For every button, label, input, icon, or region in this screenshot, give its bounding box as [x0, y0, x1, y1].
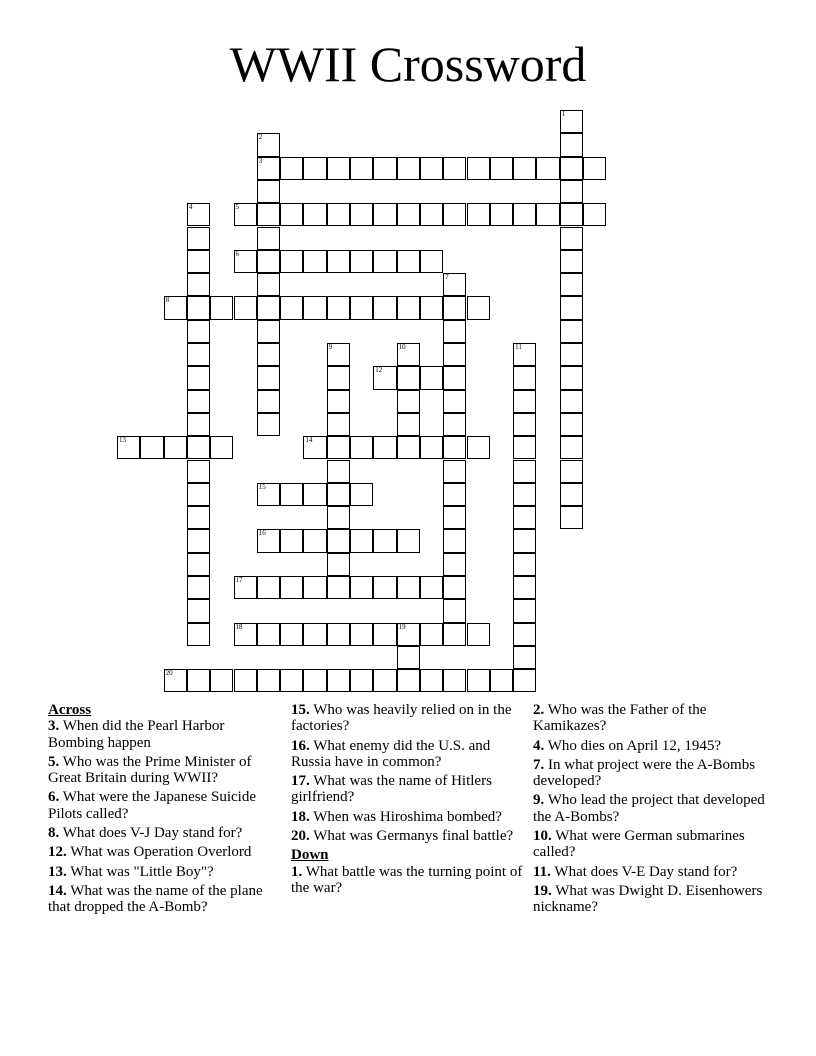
grid-cell[interactable] [443, 506, 466, 529]
grid-cell[interactable] [187, 529, 210, 552]
grid-cell[interactable] [234, 203, 257, 226]
grid-cell[interactable] [397, 203, 420, 226]
grid-number: 18 [235, 622, 243, 631]
grid-cell[interactable] [373, 576, 396, 599]
grid-cell[interactable] [210, 669, 233, 692]
grid-cell[interactable] [327, 506, 350, 529]
grid-cell[interactable] [513, 623, 536, 646]
grid-cell[interactable] [234, 296, 257, 319]
grid-cell[interactable] [327, 576, 350, 599]
grid-cell[interactable] [257, 343, 280, 366]
grid-cell[interactable] [187, 483, 210, 506]
grid-cell[interactable] [443, 366, 466, 389]
grid-cell[interactable] [327, 669, 350, 692]
grid-cell[interactable] [373, 529, 396, 552]
clue-across-14: 14. What was the name of the plane that dropped the A-Bomb? [48, 882, 263, 916]
grid-cell[interactable] [164, 436, 187, 459]
grid-cell[interactable] [327, 460, 350, 483]
grid-cell[interactable] [280, 157, 303, 180]
grid-cell[interactable] [257, 576, 280, 599]
grid-cell[interactable] [350, 436, 373, 459]
grid-cell[interactable] [513, 483, 536, 506]
grid-cell[interactable] [513, 436, 536, 459]
grid-cell[interactable] [420, 576, 443, 599]
grid-cell[interactable] [420, 250, 443, 273]
grid-cell[interactable] [560, 506, 583, 529]
clue-column-1 [48, 702, 280, 919]
grid-cell[interactable] [513, 529, 536, 552]
grid-number: 16 [258, 529, 266, 538]
grid-cell[interactable] [420, 203, 443, 226]
grid-cell[interactable] [513, 669, 536, 692]
grid-cell[interactable] [140, 436, 163, 459]
grid-cell[interactable] [443, 669, 466, 692]
grid-cell[interactable] [583, 203, 606, 226]
grid-cell[interactable] [117, 436, 140, 459]
grid-cell[interactable] [513, 576, 536, 599]
grid-cell[interactable] [443, 623, 466, 646]
grid-cell[interactable] [303, 576, 326, 599]
grid-cell[interactable] [210, 296, 233, 319]
grid-cell[interactable] [257, 366, 280, 389]
grid-number: 6 [235, 249, 239, 258]
clue-column-3 [533, 702, 769, 919]
grid-cell[interactable] [257, 413, 280, 436]
clue-down-10: 10. What were German submarines called? [533, 828, 745, 861]
grid-cell[interactable] [397, 157, 420, 180]
grid-cell[interactable] [560, 366, 583, 389]
grid-cell[interactable] [560, 273, 583, 296]
grid-cell[interactable] [490, 157, 513, 180]
grid-cell[interactable] [397, 390, 420, 413]
grid-cell[interactable] [513, 203, 536, 226]
grid-number: 17 [235, 576, 243, 584]
grid-cell[interactable] [397, 623, 420, 646]
grid-cell[interactable] [234, 669, 257, 692]
grid-cell[interactable] [513, 157, 536, 180]
grid-cell[interactable] [443, 599, 466, 622]
grid-cell[interactable] [513, 390, 536, 413]
grid-cell[interactable] [560, 227, 583, 250]
grid-cell[interactable] [187, 599, 210, 622]
grid-cell[interactable] [210, 436, 233, 459]
grid-cell[interactable] [443, 460, 466, 483]
grid-cell[interactable] [280, 623, 303, 646]
clue-across-20: 20. What was Germanys final battle? [291, 828, 514, 845]
grid-cell[interactable] [257, 180, 280, 203]
grid-cell[interactable] [327, 529, 350, 552]
grid-cell[interactable] [303, 669, 326, 692]
grid-cell[interactable] [327, 623, 350, 646]
grid-cell[interactable] [467, 203, 490, 226]
grid-cell[interactable] [397, 529, 420, 552]
grid-cell[interactable] [490, 203, 513, 226]
grid-cell[interactable] [560, 390, 583, 413]
grid-number: 2 [258, 133, 263, 142]
grid-cell[interactable] [280, 483, 303, 506]
grid-cell[interactable] [187, 623, 210, 646]
clue-across-18: 18. When was Hiroshima bombed? [291, 808, 502, 825]
grid-cell[interactable] [536, 157, 559, 180]
grid-cell[interactable] [467, 157, 490, 180]
grid-cell[interactable] [187, 320, 210, 343]
grid-cell[interactable] [187, 436, 210, 459]
grid-cell[interactable] [350, 296, 373, 319]
clue-across-15: 15. Who was heavily relied on in the factories? [291, 702, 512, 735]
across-heading: Across [48, 702, 92, 718]
grid-cell[interactable] [350, 483, 373, 506]
clue-column-2 [291, 702, 523, 899]
grid-cell[interactable] [350, 157, 373, 180]
grid-cell[interactable] [513, 366, 536, 389]
grid-cell[interactable] [257, 320, 280, 343]
grid-cell[interactable] [280, 250, 303, 273]
grid-cell[interactable] [443, 320, 466, 343]
grid-cell[interactable] [327, 296, 350, 319]
grid-cell[interactable] [187, 460, 210, 483]
grid-cell[interactable] [467, 623, 490, 646]
grid-cell[interactable] [443, 203, 466, 226]
grid-number: 4 [188, 203, 193, 212]
page-title: WWII Crossword [229, 36, 587, 92]
crossword-grid[interactable] [117, 110, 606, 692]
grid-cell[interactable] [373, 203, 396, 226]
clue-down-1: 1. What battle was the turning point of the war? [291, 863, 523, 896]
grid-cell[interactable] [280, 529, 303, 552]
grid-cell[interactable] [443, 390, 466, 413]
grid-cell[interactable] [560, 110, 583, 133]
grid-cell[interactable] [187, 390, 210, 413]
grid-cell[interactable] [187, 366, 210, 389]
grid-cell[interactable] [397, 576, 420, 599]
grid-cell[interactable] [373, 436, 396, 459]
grid-cell[interactable] [187, 296, 210, 319]
grid-cell[interactable] [234, 250, 257, 273]
grid-cell[interactable] [280, 669, 303, 692]
grid-cell[interactable] [373, 157, 396, 180]
grid-cell[interactable] [397, 250, 420, 273]
grid-cell[interactable] [187, 250, 210, 273]
grid-cell[interactable] [513, 413, 536, 436]
grid-number: 7 [445, 273, 449, 282]
clue-across-3: 3. When did the Pearl Harbor Bombing happen [48, 718, 225, 751]
grid-cell[interactable] [443, 296, 466, 319]
grid-cell[interactable] [373, 366, 396, 389]
grid-cell[interactable] [560, 436, 583, 459]
grid-cell[interactable] [303, 203, 326, 226]
grid-cell[interactable] [327, 553, 350, 576]
grid-cell[interactable] [420, 623, 443, 646]
grid-cell[interactable] [467, 669, 490, 692]
grid-cell[interactable] [187, 553, 210, 576]
clue-down-7: 7. In what project were the A-Bombs developed? [533, 756, 756, 790]
grid-cell[interactable] [187, 227, 210, 250]
grid-cell[interactable] [560, 203, 583, 226]
grid-number: 13 [119, 436, 126, 445]
grid-cell[interactable] [443, 483, 466, 506]
grid-cell[interactable] [560, 460, 583, 483]
grid-cell[interactable] [373, 623, 396, 646]
grid-cell[interactable] [187, 506, 210, 529]
grid-cell[interactable] [350, 203, 373, 226]
grid-cell[interactable] [373, 296, 396, 319]
grid-cell[interactable] [303, 157, 326, 180]
grid-cell[interactable] [257, 273, 280, 296]
grid-cell[interactable] [397, 296, 420, 319]
grid-cell[interactable] [373, 250, 396, 273]
grid-cell[interactable] [397, 669, 420, 692]
grid-cell[interactable] [443, 413, 466, 436]
clue-down-19: 19. What was Dwight D. Eisenhowers nickname? [533, 882, 763, 916]
grid-cell[interactable] [536, 203, 559, 226]
grid-cell[interactable] [560, 180, 583, 203]
grid-cell[interactable] [373, 669, 396, 692]
grid-number: 9 [328, 343, 333, 351]
grid-cell[interactable] [583, 157, 606, 180]
grid-cell[interactable] [303, 296, 326, 319]
grid-cell[interactable] [350, 623, 373, 646]
grid-cell[interactable] [257, 669, 280, 692]
grid-cell[interactable] [303, 436, 326, 459]
grid-cell[interactable] [513, 553, 536, 576]
grid-cell[interactable] [257, 157, 280, 180]
grid-cell[interactable] [187, 273, 210, 296]
grid-cell[interactable] [560, 343, 583, 366]
grid-cell[interactable] [513, 599, 536, 622]
grid-cell[interactable] [560, 250, 583, 273]
grid-cell[interactable] [443, 576, 466, 599]
grid-cell[interactable] [327, 157, 350, 180]
grid-number: 12 [375, 366, 383, 375]
down-heading: Down [291, 847, 329, 864]
grid-cell[interactable] [164, 669, 187, 692]
grid-cell[interactable] [397, 436, 420, 459]
clue-across-12: 12. What was Operation Overlord [48, 844, 252, 861]
grid-cell[interactable] [420, 669, 443, 692]
grid-cell[interactable] [303, 483, 326, 506]
grid-cell[interactable] [513, 506, 536, 529]
grid-number: 3 [258, 156, 263, 165]
grid-cell[interactable] [187, 343, 210, 366]
grid-cell[interactable] [327, 413, 350, 436]
grid-cell[interactable] [420, 366, 443, 389]
grid-cell[interactable] [187, 413, 210, 436]
grid-cell[interactable] [560, 413, 583, 436]
grid-cell[interactable] [467, 436, 490, 459]
grid-cell[interactable] [443, 343, 466, 366]
clue-down-11: 11. What does V-E Day stand for? [533, 863, 738, 880]
clue-across-8: 8. What does V-J Day stand for? [48, 825, 243, 842]
grid-cell[interactable] [397, 366, 420, 389]
grid-cell[interactable] [513, 343, 536, 366]
grid-cell[interactable] [560, 296, 583, 319]
grid-cell[interactable] [327, 203, 350, 226]
grid-cell[interactable] [280, 296, 303, 319]
grid-cell[interactable] [303, 623, 326, 646]
grid-cell[interactable] [490, 669, 513, 692]
grid-cell[interactable] [303, 529, 326, 552]
clue-down-2: 2. Who was the Father of the Kamikazes? [533, 702, 707, 735]
grid-cell[interactable] [443, 553, 466, 576]
grid-cell[interactable] [350, 669, 373, 692]
grid-number: 20 [165, 669, 173, 678]
clue-down-9: 9. Who lead the project that developed the A-Bombs? [533, 792, 765, 825]
grid-cell[interactable] [560, 133, 583, 156]
grid-cell[interactable] [303, 250, 326, 273]
grid-number: 8 [165, 296, 170, 305]
clue-across-5: 5. Who was the Prime Minister of Great Britain during WWII? [48, 753, 252, 787]
grid-cell[interactable] [467, 296, 490, 319]
grid-cell[interactable] [420, 436, 443, 459]
grid-cell[interactable] [327, 366, 350, 389]
grid-cell[interactable] [443, 157, 466, 180]
grid-cell[interactable] [443, 436, 466, 459]
grid-cell[interactable] [397, 343, 420, 366]
grid-number: 19 [398, 622, 406, 631]
grid-cell[interactable] [560, 157, 583, 180]
grid-cell[interactable] [327, 436, 350, 459]
clue-across-16: 16. What enemy did the U.S. and Russia have in common? [291, 737, 491, 770]
grid-cell[interactable] [350, 529, 373, 552]
grid-cell[interactable] [164, 296, 187, 319]
grid-cell[interactable] [257, 227, 280, 250]
grid-number: 1 [561, 110, 566, 118]
clue-across-6: 6. What were the Japanese Suicide Pilots called? [48, 789, 256, 822]
grid-cell[interactable] [350, 250, 373, 273]
clue-across-17: 17. What was the name of Hitlers girlfriend? [291, 773, 492, 806]
grid-cell[interactable] [187, 203, 210, 226]
grid-cell[interactable] [327, 390, 350, 413]
grid-cell[interactable] [513, 646, 536, 669]
grid-number: 15 [258, 482, 266, 491]
grid-cell[interactable] [280, 203, 303, 226]
grid-cell[interactable] [350, 576, 373, 599]
grid-cell[interactable] [187, 576, 210, 599]
grid-cell[interactable] [257, 203, 280, 226]
grid-cell[interactable] [397, 646, 420, 669]
grid-cell[interactable] [257, 623, 280, 646]
grid-cell[interactable] [257, 483, 280, 506]
grid-cell[interactable] [443, 529, 466, 552]
grid-number: 5 [235, 203, 239, 212]
grid-cell[interactable] [327, 343, 350, 366]
grid-cell[interactable] [327, 250, 350, 273]
grid-cell[interactable] [420, 296, 443, 319]
grid-cell[interactable] [420, 157, 443, 180]
grid-cell[interactable] [257, 390, 280, 413]
grid-number: 11 [515, 343, 522, 351]
grid-cell[interactable] [234, 623, 257, 646]
grid-cell[interactable] [397, 413, 420, 436]
grid-cell[interactable] [560, 320, 583, 343]
grid-cell[interactable] [560, 483, 583, 506]
grid-cell[interactable] [257, 296, 280, 319]
grid-cell[interactable] [443, 273, 466, 296]
grid-number: 10 [398, 343, 406, 351]
grid-cell[interactable] [257, 529, 280, 552]
grid-cell[interactable] [327, 483, 350, 506]
grid-cell[interactable] [234, 576, 257, 599]
grid-cell[interactable] [257, 133, 280, 156]
clue-down-4: 4. Who dies on April 12, 1945? [533, 737, 722, 754]
grid-number: 14 [305, 436, 313, 445]
grid-cell[interactable] [513, 460, 536, 483]
grid-cell[interactable] [187, 669, 210, 692]
grid-cell[interactable] [257, 250, 280, 273]
clue-across-13: 13. What was "Little Boy"? [48, 863, 214, 880]
grid-cell[interactable] [280, 576, 303, 599]
